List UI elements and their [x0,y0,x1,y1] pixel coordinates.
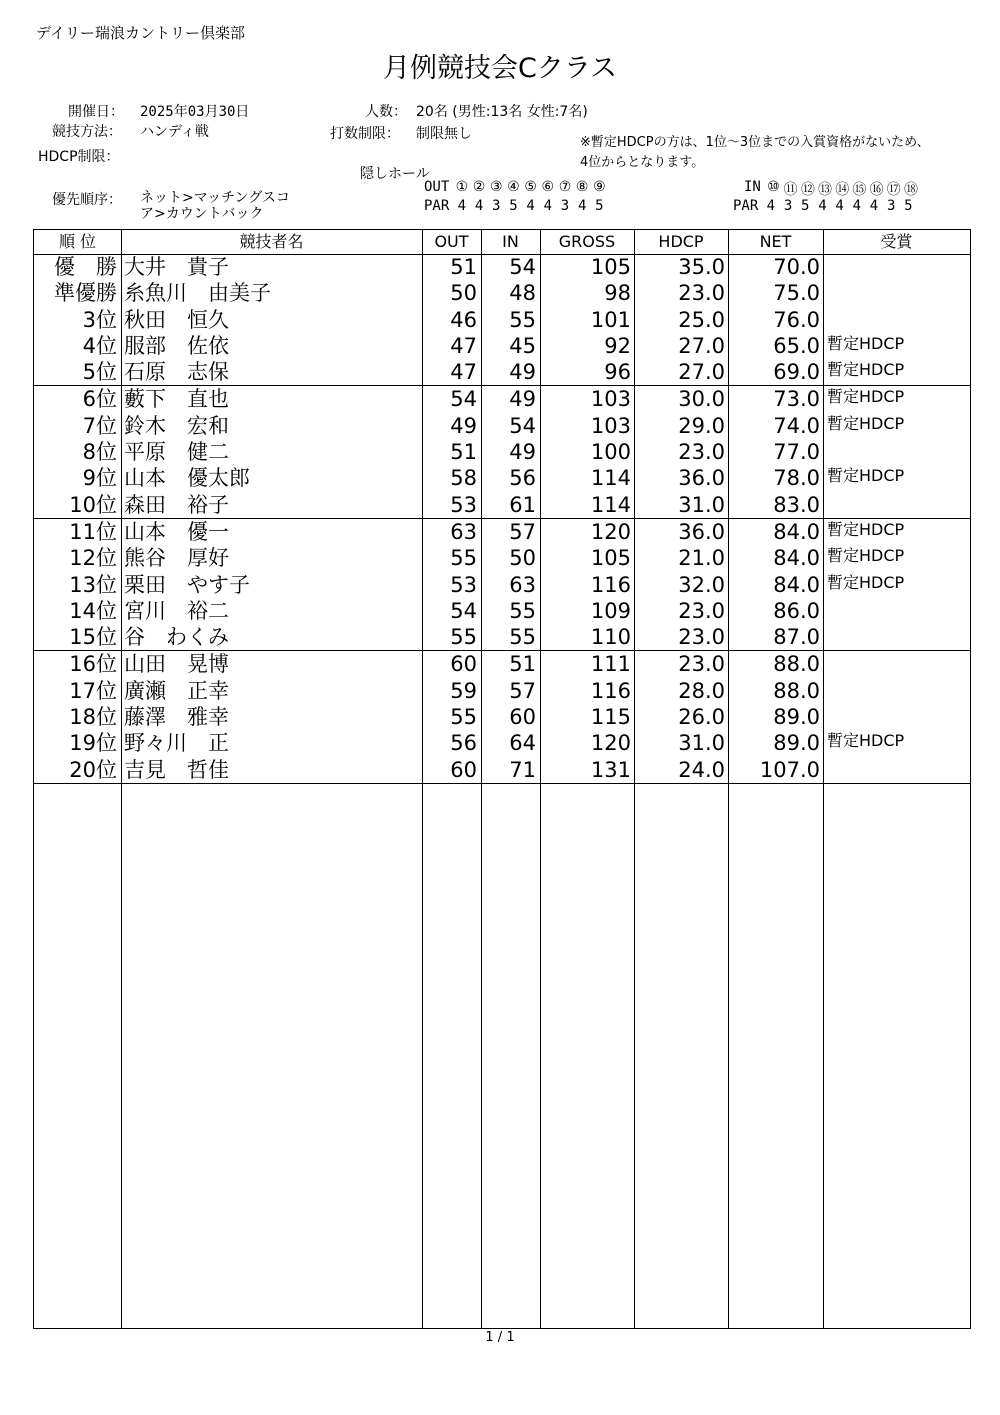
header-net: NET [759,232,792,251]
cell-rank: 3位 [82,307,117,332]
out-label: OUT [424,179,450,195]
cell-net: 86.0 [773,598,820,623]
hole-number: ⑭ [835,182,850,198]
cell-name: 吉見 哲佳 [124,757,229,782]
cell-in: 56 [509,466,536,491]
cell-out: 51 [450,255,477,279]
cell-net: 88.0 [773,652,820,677]
cell-hdcp: 27.0 [678,360,725,385]
cell-net: 87.0 [773,625,820,650]
hole-number: ⑦ [558,179,572,195]
table-row [34,651,970,677]
priority-label: 優先順序： [52,192,122,208]
hole-number: ⑩ [767,179,780,195]
count-label: 人数： [365,104,407,120]
table-body [34,254,970,784]
cell-hdcp: 23.0 [678,652,725,677]
cell-hdcp: 27.0 [678,333,725,358]
cell-gross: 105 [590,255,631,279]
cell-out: 60 [450,757,477,782]
hole-number: ⑨ [593,179,606,195]
cell-out: 50 [450,281,477,306]
table-row [34,413,970,439]
cell-hdcp: 31.0 [678,492,725,517]
cell-hdcp: 23.0 [678,598,725,623]
date-label: 開催日： [68,104,124,120]
cell-net: 84.0 [773,519,820,544]
table-row [34,757,970,783]
in-holes-row [744,179,920,199]
cell-gross: 103 [590,413,631,438]
cell-rank: 18位 [69,705,117,730]
cell-gross: 120 [590,519,631,544]
hole-number: ② [472,179,486,195]
cell-rank: 6位 [82,387,117,412]
rank-group [34,519,970,651]
cell-net: 89.0 [773,731,820,756]
cell-out: 47 [450,333,477,358]
cell-out: 54 [450,387,477,412]
par-value: 4 [852,198,862,214]
cell-name: 山本 優太郎 [124,466,250,491]
method-label: 競技方法： [52,124,122,140]
cell-in: 55 [509,625,536,650]
table-row [34,678,970,704]
table-row [34,307,970,333]
cell-award [827,307,967,333]
table-row [34,254,970,280]
table-row [34,439,970,465]
cell-hdcp: 24.0 [678,757,725,782]
cell-hdcp: 21.0 [678,546,725,571]
header-out: OUT [434,232,469,251]
cell-out: 51 [450,440,477,465]
cell-name: 宮川 裕二 [124,598,229,623]
page-number: 1 / 1 [485,1330,515,1345]
header-award: 受賞 [880,232,913,251]
cell-name: 栗田 やす子 [124,572,250,597]
par-value: 4 [457,198,467,214]
cell-in: 54 [509,255,536,279]
cell-in: 49 [509,440,536,465]
cell-award [827,704,967,730]
cell-award: 暫定HDCP [827,546,905,566]
cell-rank: 9位 [82,466,117,491]
cell-rank: 7位 [82,413,117,438]
cell-net: 74.0 [773,413,820,438]
hole-number: ③ [489,179,503,195]
par-value: 4 [543,198,553,214]
cell-rank: 11位 [69,519,117,544]
cell-in: 64 [509,731,536,756]
cell-out: 47 [450,360,477,385]
par-value: 3 [492,198,501,214]
cell-rank: 14位 [69,598,117,623]
cell-name: 森田 裕子 [124,492,229,517]
cell-award: 暫定HDCP [827,387,905,407]
cell-rank: 20位 [69,757,117,782]
cell-name: 藤澤 雅幸 [124,705,229,730]
cell-gross: 120 [590,731,631,756]
cell-award [827,598,967,624]
par-value: 4 [526,198,535,214]
cell-net: 69.0 [773,360,820,385]
hole-number: ⑮ [852,182,867,198]
par-value: 5 [509,198,518,214]
cell-in: 57 [509,678,536,703]
cell-award [827,280,967,306]
in-par-row [733,198,917,214]
cell-in: 61 [509,492,536,517]
cell-gross: 92 [604,333,631,358]
out-holes-row [424,179,608,195]
header-rank: 順 位 [58,232,97,251]
page-title: 月例競技会Cクラス [382,53,618,84]
cell-gross: 103 [590,387,631,412]
cell-rank: 19位 [69,731,117,756]
cell-award: 暫定HDCP [827,731,905,751]
in-par-label: PAR [733,198,759,214]
cell-rank: 13位 [69,572,117,597]
cell-hdcp: 36.0 [678,519,725,544]
cell-gross: 114 [590,466,631,491]
note-line-1: ※暫定HDCPの方は、1位～3位までの入賞資格がないため、 [580,135,930,150]
header-name: 競技者名 [239,232,304,251]
cell-out: 54 [450,598,477,623]
note-line-2: 4位からとなります。 [580,155,705,170]
table-header [34,230,970,255]
cell-in: 49 [509,387,536,412]
table-row [34,704,970,730]
cell-rank: 10位 [69,492,117,517]
count-value: 20名 (男性:13名 女性:7名) [416,104,588,120]
cell-in: 48 [509,281,536,306]
cell-name: 山田 晃博 [124,652,229,677]
cell-out: 56 [450,731,477,756]
priority-line1: ネット>マッチングスコ [140,190,291,206]
par-value: 5 [595,198,604,214]
table-row [34,519,970,545]
cell-award: 暫定HDCP [827,466,905,486]
cell-in: 71 [509,757,536,782]
cell-name: 平原 健二 [124,440,229,465]
table-row [34,333,970,359]
cell-award: 暫定HDCP [827,333,905,353]
table-row [34,545,970,571]
cell-net: 107.0 [759,757,820,782]
rank-group [34,651,970,783]
cell-hdcp: 30.0 [678,387,725,412]
cell-net: 88.0 [773,678,820,703]
cell-out: 60 [450,652,477,677]
cell-name: 糸魚川 由美子 [124,281,271,306]
cell-net: 77.0 [773,440,820,465]
cell-name: 藪下 直也 [124,387,229,412]
cell-name: 大井 貴子 [124,255,229,279]
club-name: デイリー瑞浪カントリー倶楽部 [36,24,245,42]
par-value: 5 [801,198,810,214]
cell-out: 53 [450,572,477,597]
cell-award: 暫定HDCP [827,413,905,433]
cell-in: 50 [509,546,536,571]
cell-award [827,254,967,280]
cell-rank: 16位 [69,652,117,677]
cell-gross: 100 [590,440,631,465]
cell-name: 山本 優一 [124,519,229,544]
table-row [34,359,970,385]
cell-out: 46 [450,307,477,332]
cell-gross: 105 [590,546,631,571]
cell-out: 49 [450,413,477,438]
cell-hdcp: 23.0 [678,281,725,306]
cell-net: 84.0 [773,572,820,597]
cell-rank: 12位 [69,546,117,571]
cell-gross: 116 [590,678,631,703]
cell-award [827,651,967,677]
cell-net: 78.0 [773,466,820,491]
cell-hdcp: 23.0 [678,625,725,650]
cell-hdcp: 23.0 [678,440,725,465]
cell-name: 熊谷 厚好 [124,546,229,571]
cell-award [827,439,967,465]
cell-out: 58 [450,466,477,491]
par-value: 5 [904,198,913,214]
table-row [34,280,970,306]
out-par-label: PAR [424,198,450,214]
cell-rank: 15位 [69,625,117,650]
cell-gross: 111 [590,652,631,677]
cell-out: 55 [450,705,477,730]
table-row [34,730,970,756]
table-row [34,492,970,518]
cell-hdcp: 25.0 [678,307,725,332]
cell-gross: 131 [590,757,631,782]
cell-out: 55 [450,546,477,571]
cell-rank: 優 勝 [54,255,117,279]
limit-value: 制限無し [416,126,472,142]
cell-award: 暫定HDCP [827,519,905,539]
cell-name: 廣瀬 正幸 [124,678,229,703]
par-value: 4 [869,198,879,214]
cell-rank: 17位 [69,678,117,703]
hole-number: ⑪ [783,182,798,198]
table-row [34,624,970,650]
hole-number: ⑱ [903,182,918,198]
hole-number: ⑥ [541,179,555,195]
cell-in: 63 [509,572,536,597]
cell-name: 石原 志保 [124,360,229,385]
par-value: 4 [818,198,827,214]
cell-net: 83.0 [773,492,820,517]
hole-number: ⑫ [800,182,815,198]
hidden-hole-label: 隠しホール [360,166,430,182]
cell-in: 49 [509,360,536,385]
rank-group [34,254,970,386]
cell-award [827,678,967,704]
cell-out: 59 [450,678,477,703]
cell-rank: 4位 [82,333,117,358]
cell-name: 秋田 恒久 [124,307,229,332]
cell-gross: 116 [590,572,631,597]
cell-rank: 5位 [82,360,117,385]
cell-award [827,492,967,518]
cell-out: 53 [450,492,477,517]
hole-number: ⑤ [524,179,537,195]
cell-in: 57 [509,519,536,544]
cell-award [827,757,967,783]
cell-net: 89.0 [773,705,820,730]
date-value: 2025年03月30日 [140,104,250,120]
cell-hdcp: 31.0 [678,731,725,756]
hole-number: ④ [507,179,520,195]
cell-gross: 114 [590,492,631,517]
par-value: 4 [474,198,484,214]
limit-label: 打数制限： [330,126,400,142]
cell-net: 73.0 [773,387,820,412]
cell-award [827,624,967,650]
cell-net: 75.0 [773,281,820,306]
priority-line2: ア>カウントバック [140,206,264,222]
hdcp-limit-label: HDCP制限： [38,149,120,165]
cell-out: 63 [450,519,477,544]
cell-in: 55 [509,598,536,623]
cell-net: 84.0 [773,546,820,571]
cell-in: 55 [509,307,536,332]
hole-number: ① [455,179,469,195]
cell-award: 暫定HDCP [827,360,905,380]
cell-net: 70.0 [773,255,820,279]
table-row [34,386,970,412]
out-par-row [424,198,608,214]
method-value: ハンディ戦 [140,124,209,140]
cell-hdcp: 36.0 [678,466,725,491]
results-table [33,229,971,1329]
cell-award: 暫定HDCP [827,572,905,592]
cell-in: 51 [509,652,536,677]
par-value: 3 [886,198,896,214]
cell-in: 60 [509,705,536,730]
cell-name: 野々川 正 [124,731,229,756]
hole-number: ⑯ [869,182,884,198]
cell-gross: 115 [590,705,631,730]
header-in: IN [502,232,519,251]
cell-hdcp: 32.0 [678,572,725,597]
cell-hdcp: 26.0 [678,705,725,730]
cell-gross: 109 [590,598,631,623]
cell-out: 55 [450,625,477,650]
cell-net: 65.0 [773,333,820,358]
par-value: 3 [783,198,793,214]
cell-in: 54 [509,413,536,438]
hole-number: ⑬ [818,182,833,198]
cell-gross: 110 [590,625,631,650]
table-row [34,598,970,624]
cell-name: 鈴木 宏和 [124,413,229,438]
table-row [34,465,970,491]
hole-number: ⑧ [575,179,589,195]
par-value: 4 [577,198,587,214]
cell-gross: 98 [604,281,631,306]
in-label: IN [744,179,761,195]
par-value: 4 [766,198,776,214]
header-gross: GROSS [558,232,616,251]
cell-name: 谷 わくみ [124,625,229,650]
cell-gross: 101 [590,307,631,332]
cell-gross: 96 [604,360,631,385]
rank-group [34,386,970,518]
cell-hdcp: 29.0 [678,413,725,438]
par-value: 4 [835,198,844,214]
cell-in: 45 [509,333,536,358]
cell-hdcp: 28.0 [678,678,725,703]
cell-rank: 準優勝 [54,281,117,306]
header-hdcp: HDCP [658,232,704,251]
cell-net: 76.0 [773,307,820,332]
cell-hdcp: 35.0 [678,255,725,279]
table-row [34,572,970,598]
cell-rank: 8位 [82,440,117,465]
hole-number: ⑰ [886,182,901,198]
par-value: 3 [560,198,570,214]
cell-name: 服部 佐依 [124,333,229,358]
